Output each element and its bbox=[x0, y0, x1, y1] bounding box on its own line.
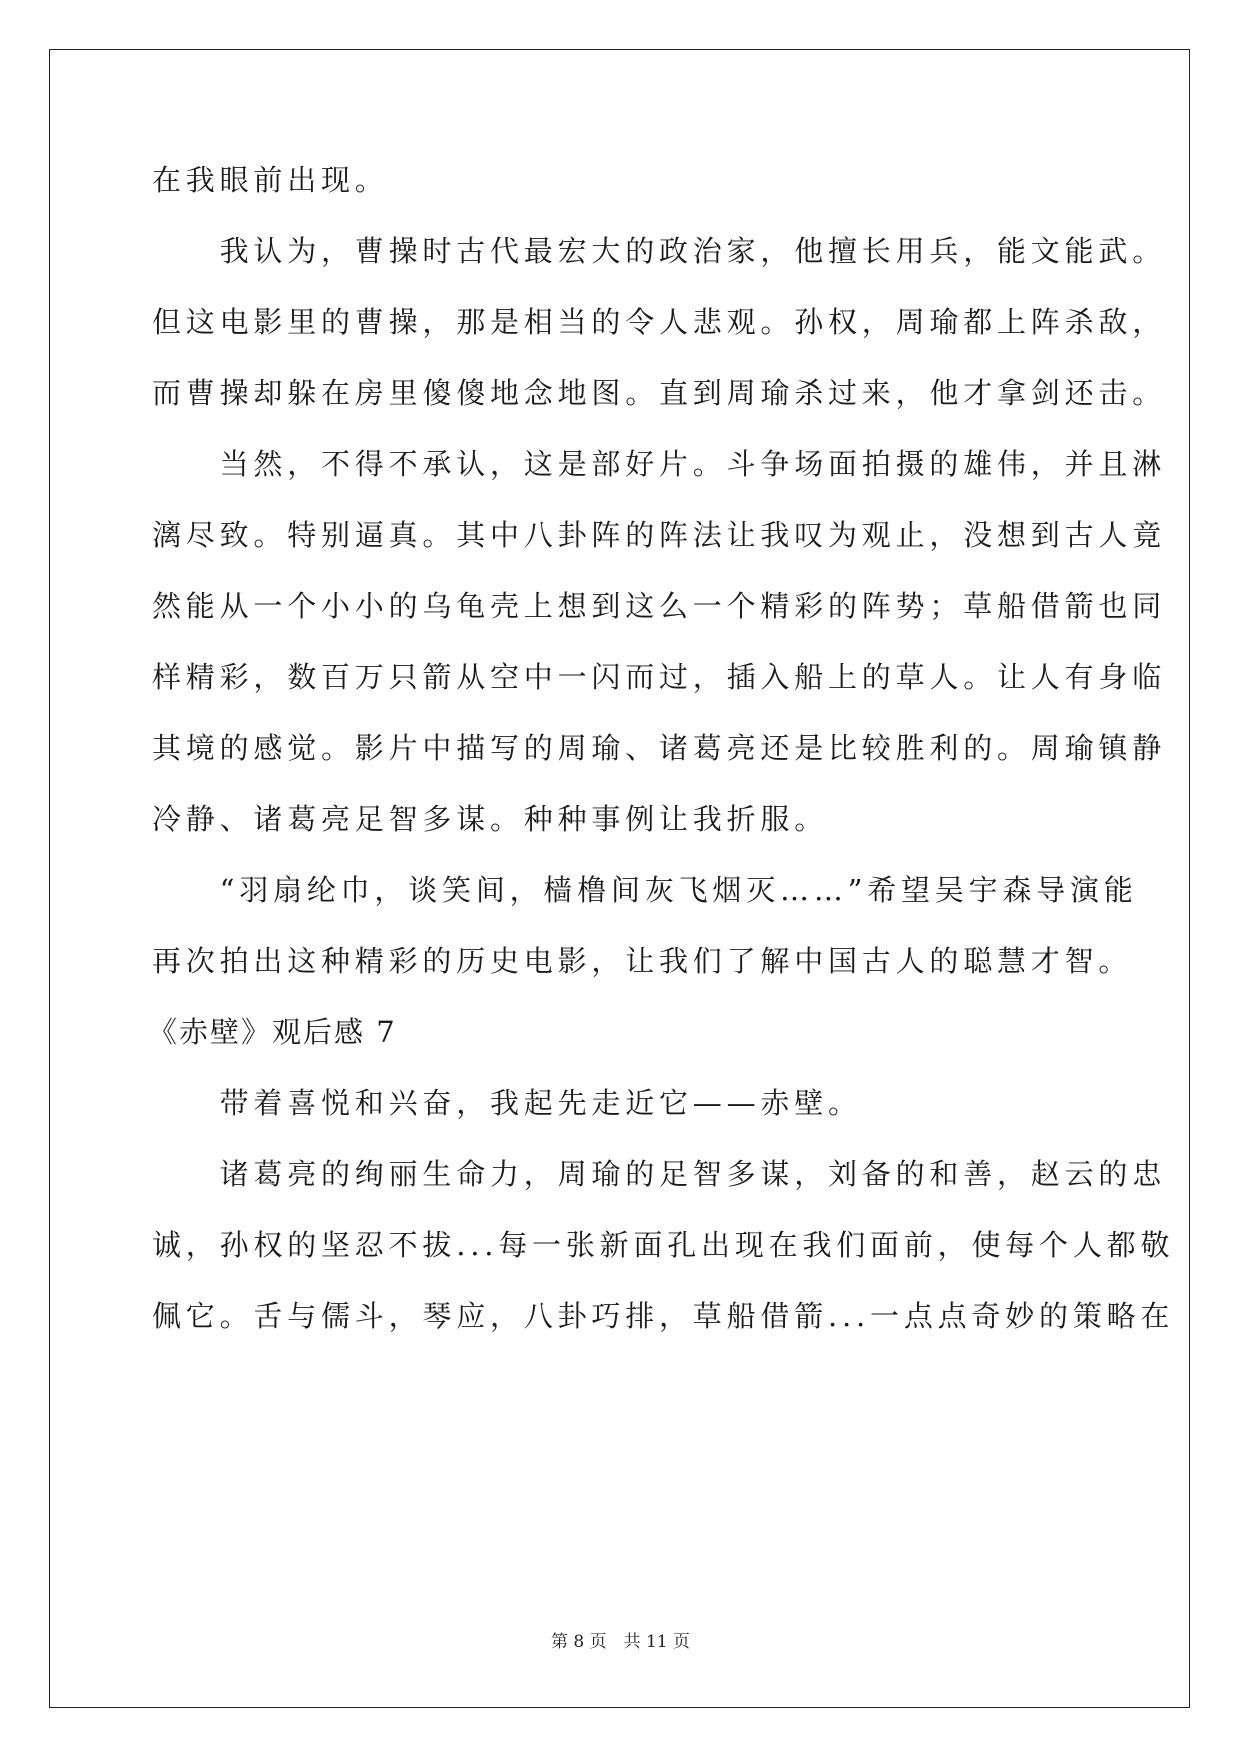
text-line: 带着喜悦和兴奋，我起先走近它——赤壁。 bbox=[152, 1086, 862, 1120]
text-line: 在我眼前出现。 bbox=[152, 163, 389, 197]
text-line: 诚，孙权的坚忍不拔...每一张新面孔出现在我们面前，使每个人都敬 bbox=[152, 1228, 1175, 1262]
text-line: 我认为，曹操时古代最宏大的政治家，他擅长用兵，能文能武。 bbox=[152, 234, 1167, 268]
text-line: 冷静、诸葛亮足智多谋。种种事例让我折服。 bbox=[152, 802, 829, 836]
text-line: 当然，不得不承认，这是部好片。斗争场面拍摄的雄伟，并且淋 bbox=[152, 447, 1167, 481]
page-footer: 第 8 页 共 11 页 bbox=[550, 1632, 691, 1652]
text-line: 诸葛亮的绚丽生命力，周瑜的足智多谋，刘备的和善，赵云的忠 bbox=[152, 1157, 1167, 1191]
text-line: “羽扇纶巾，谈笑间，樯橹间灰飞烟灭……”希望吴宇森导演能 bbox=[152, 873, 1138, 907]
text-line: 漓尽致。特别逼真。其中八卦阵的阵法让我叹为观止，没想到古人竟 bbox=[152, 518, 1167, 552]
text-line: 然能从一个小小的乌龟壳上想到这么一个精彩的阵势；草船借箭也同 bbox=[152, 589, 1167, 623]
text-line: 但这电影里的曹操，那是相当的令人悲观。孙权，周瑜都上阵杀敌， bbox=[152, 305, 1167, 339]
text-line: 再次拍出这种精彩的历史电影，让我们了解中国古人的聪慧才智。 bbox=[152, 944, 1133, 978]
text-line: 佩它。舌与儒斗，琴应，八卦巧排，草船借箭...一点点奇妙的策略在 bbox=[152, 1299, 1175, 1333]
text-line: 样精彩，数百万只箭从空中一闪而过，插入船上的草人。让人有身临 bbox=[152, 660, 1167, 694]
text-line: 而曹操却躲在房里傻傻地念地图。直到周瑜杀过来，他才拿剑还击。 bbox=[152, 376, 1167, 410]
text-line: 其境的感觉。影片中描写的周瑜、诸葛亮还是比较胜利的。周瑜镇静 bbox=[152, 731, 1167, 765]
section-heading: 《赤壁》观后感 7 bbox=[148, 1015, 397, 1049]
